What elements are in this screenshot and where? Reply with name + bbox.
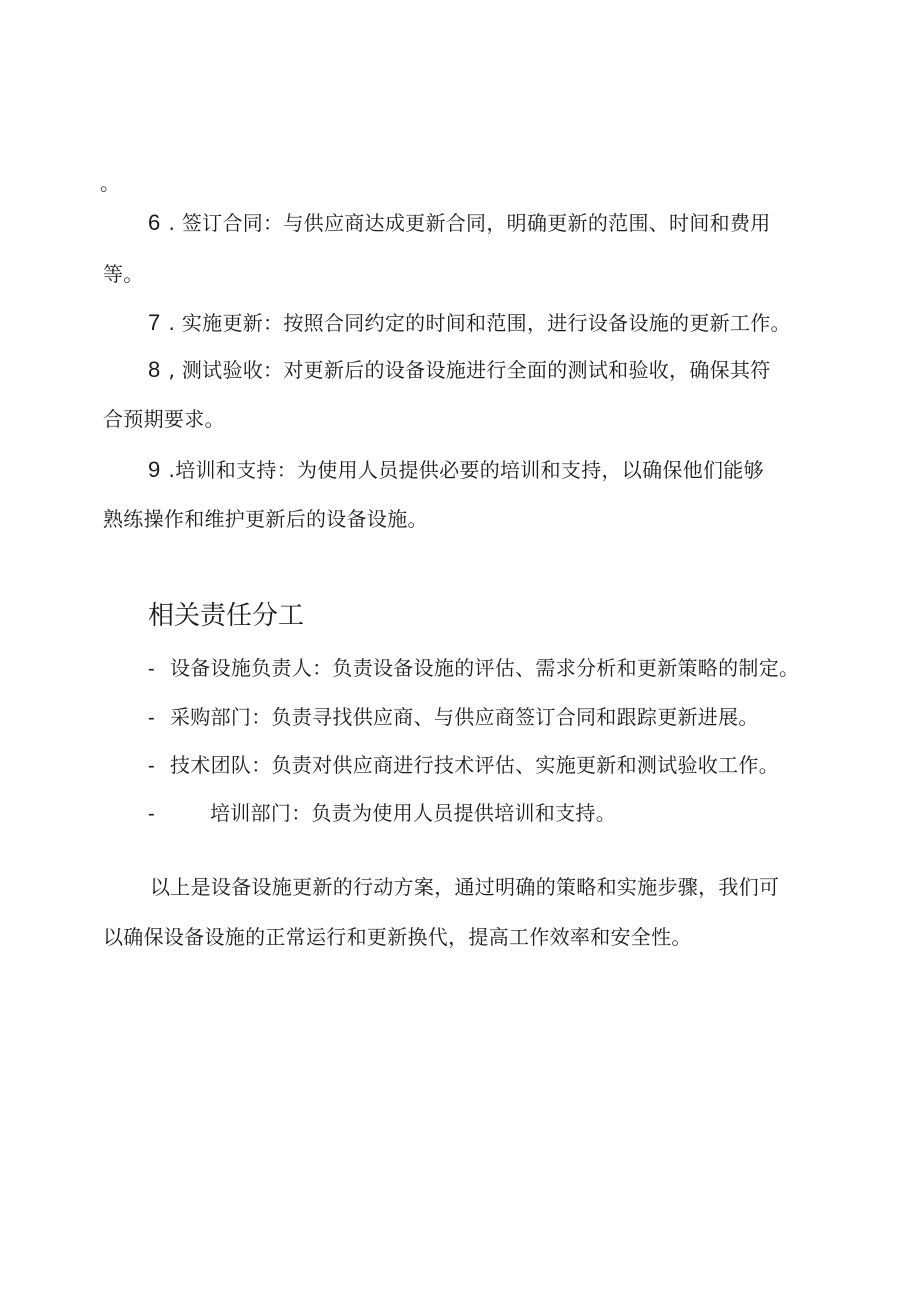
- step-8-text: , 测试验收：对更新后的设备设施进行全面的测试和验收，确保其符: [168, 358, 771, 382]
- step-6: [148, 210, 771, 236]
- responsibility-text: 采购部门：负责寻找供应商、与供应商签订合同和跟踪更新进展。: [170, 705, 759, 729]
- responsibility-text: 技术团队：负责对供应商进行技术评估、实施更新和测试验收工作。: [170, 753, 779, 777]
- responsibility-item: [148, 752, 779, 779]
- step-9: [148, 457, 764, 483]
- dash-marker: -: [148, 658, 155, 680]
- conclusion-line-1: 以上是设备设施更新的行动方案，通过明确的策略和实施步骤，我们可: [150, 875, 780, 899]
- continuation-mark: 。: [100, 171, 121, 195]
- step-9-text: .培训和支持：为使用人员提供必要的培训和支持，以确保他们能够: [168, 458, 764, 482]
- step-8-continuation: 合预期要求。: [103, 407, 225, 431]
- step-8: [148, 357, 771, 383]
- dash-marker: -: [148, 755, 155, 777]
- step-8-number: 8: [148, 357, 161, 382]
- step-6-number: 6: [148, 210, 161, 235]
- step-7: [148, 310, 791, 336]
- dash-marker: -: [148, 707, 155, 729]
- dash-marker: -: [148, 803, 155, 825]
- step-6-continuation: 等。: [103, 262, 144, 286]
- responsibility-item: [148, 655, 799, 682]
- step-7-text: . 实施更新：按照合同约定的时间和范围，进行设备设施的更新工作。: [168, 311, 791, 335]
- responsibility-item: [148, 704, 759, 731]
- responsibility-text: 培训部门：负责为使用人员提供培训和支持。: [210, 801, 616, 825]
- section-heading: 相关责任分工: [148, 601, 305, 631]
- conclusion-line-2: 以确保设备设施的正常运行和更新换代，提高工作效率和安全性。: [103, 925, 692, 949]
- step-9-number: 9: [148, 457, 161, 482]
- step-6-text: . 签订合同：与供应商达成更新合同，明确更新的范围、时间和费用: [168, 211, 771, 235]
- step-9-continuation: 熟练操作和维护更新后的设备设施。: [103, 507, 428, 531]
- responsibility-item: [148, 800, 616, 827]
- responsibility-text: 设备设施负责人：负责设备设施的评估、需求分析和更新策略的制定。: [170, 656, 800, 680]
- step-7-number: 7: [148, 310, 161, 335]
